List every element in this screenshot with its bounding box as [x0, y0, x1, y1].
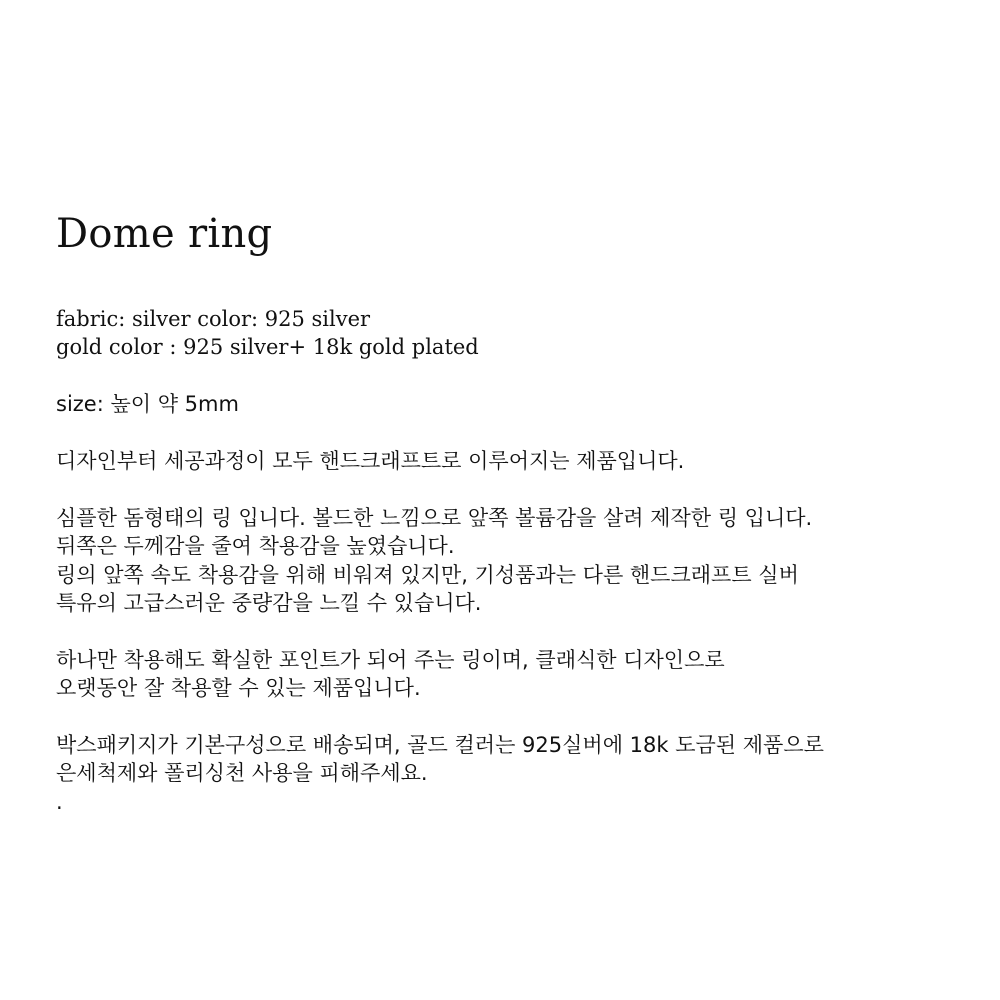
package-paragraph [56, 731, 956, 816]
fabric-line: fabric: silver color: 925 silver [56, 307, 371, 331]
point-line: 오랫동안 잘 착용할 수 있는 제품입니다. [56, 676, 421, 701]
size-spec [56, 390, 956, 418]
package-line: 은세척제와 폴리싱천 사용을 피해주세요. [56, 761, 428, 786]
intro-line: 디자인부터 세공과정이 모두 핸드크래프트로 이루어지는 제품입니다. [56, 448, 685, 473]
product-description [56, 206, 956, 816]
intro-paragraph [56, 447, 956, 475]
detail-paragraph [56, 504, 956, 618]
size-line: size: 높이 약 5mm [56, 392, 239, 417]
detail-line: 뒤쪽은 두께감을 줄여 착용감을 높였습니다. [56, 534, 455, 559]
detail-line: 링의 앞쪽 속도 착용감을 위해 비워져 있지만, 기성품과는 다른 핸드크래프트 실버 [56, 562, 799, 587]
detail-line: 특유의 고급스러운 중량감을 느낄 수 있습니다. [56, 590, 482, 615]
material-spec [56, 305, 956, 362]
trailing-dot: . [56, 789, 63, 814]
product-title: Dome ring [56, 211, 273, 257]
point-paragraph [56, 646, 956, 703]
gold-color-line: gold color : 925 silver+ 18k gold plated [56, 335, 479, 360]
point-line: 하나만 착용해도 확실한 포인트가 되어 주는 링이며, 클래식한 디자인으로 [56, 647, 725, 672]
detail-line: 심플한 돔형태의 링 입니다. 볼드한 느낌으로 앞쪽 볼륨감을 살려 제작한 링 입니다. [56, 505, 813, 530]
package-line: 박스패키지가 기본구성으로 배송되며, 골드 컬러는 925실버에 18k 도금된 제품으로 [56, 732, 824, 757]
